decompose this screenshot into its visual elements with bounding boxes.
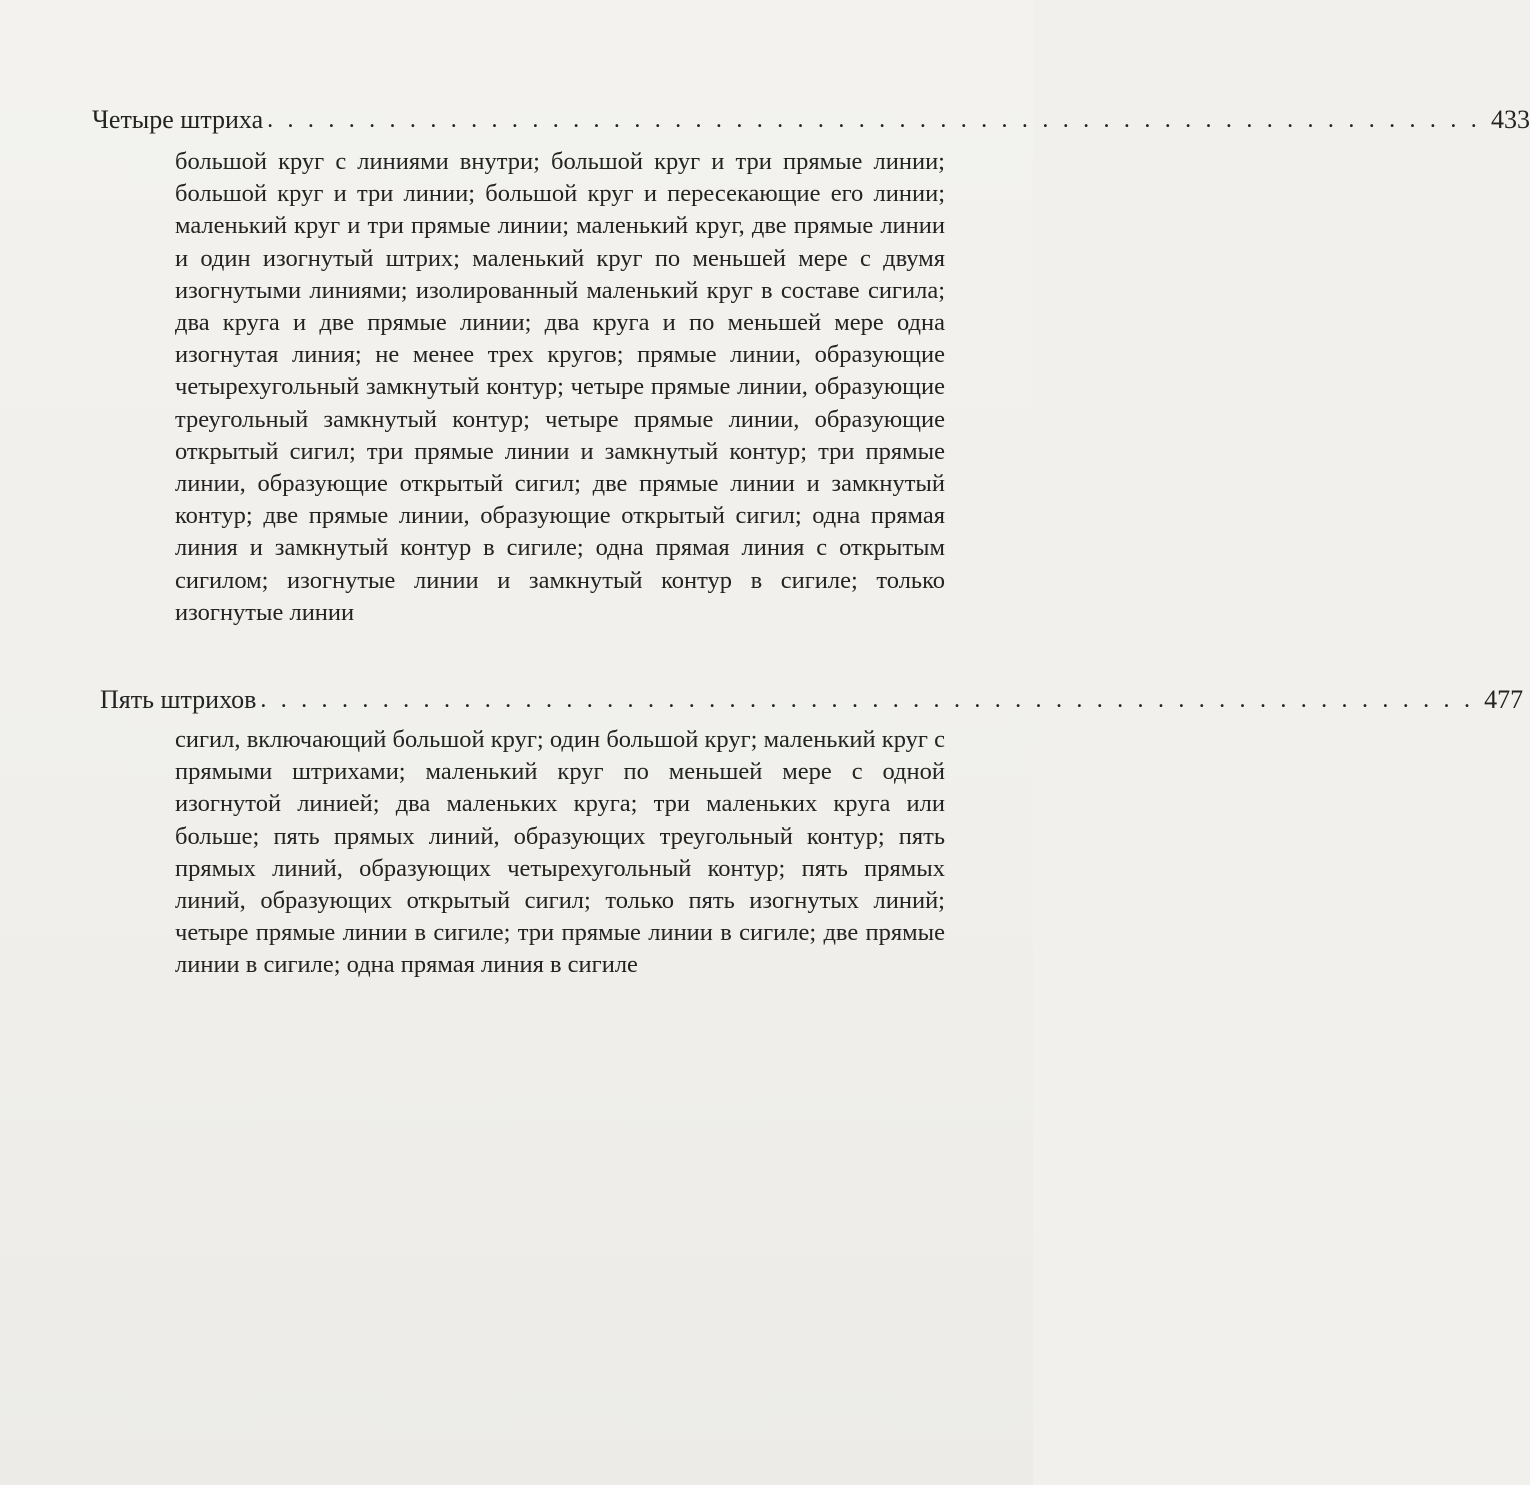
- toc-page-number: 433: [1490, 105, 1530, 134]
- toc-entry-description: сигил, включающий большой круг; один большой круг; маленький круг с прямыми штрихами; маленький круг по меньшей мере с одной изогнутой линией; два маленьких круга; три маленьких круга или больше; пять прямых линий, образующих треугольный контур; пять прямых линий, образующих четырехугольный контур; пять прямых линий, образующих открытый сигил; только пять изогнутых линий; четыре прямые линии в сигиле; три прямые линии в сигиле; две прямые линии в сигиле; одна прямая линия в сигиле: [175, 726, 945, 979]
- toc-entry-four-strokes: [92, 100, 1530, 136]
- toc-entry-title: Пять штрихов: [100, 685, 257, 714]
- toc-page-number: 477: [1484, 685, 1524, 714]
- toc-entry-description: большой круг с линиями внутри; большой круг и три прямые линии; большой круг и три линии; большой круг и пересекающие его линии; маленький круг и три прямые линии; маленький круг, две прямые линии и один изогнутый штрих; маленький круг по меньшей мере с двумя изогнутыми линиями; изолированный маленький круг в составе сигила; два круга и две прямые линии; два круга и по меньшей мере одна изогнутая линия; не менее трех кругов; прямые линии, образующие четырехугольный замкнутый контур; четыре прямые линии, образующие треугольный замкнутый контур; четыре прямые линии, образующие открытый сигил; три прямые линии и замкнутый контур; три прямые линии, образующие открытый сигил; две прямые линии и замкнутый контур; две прямые линии, образующие открытый сигил; одна прямая линия и замкнутый контур в сигиле; одна прямая линия с открытым сигилом; изогнутые линии и замкнутый контур в сигиле; только изогнутые линии: [175, 148, 945, 626]
- toc-entry-five-strokes: [100, 680, 1524, 716]
- dot-leader: . . . . . . . . . . . . . . . . . . . . . . . . . . . . . . . . . . . . . . . . . . . . . . . . . . . . . . . . . . . .: [260, 687, 1475, 713]
- dot-leader: . . . . . . . . . . . . . . . . . . . . . . . . . . . . . . . . . . . . . . . . . . . . . . . . . . . . . . . . . . . .: [267, 107, 1481, 133]
- toc-entry-title: Четыре штриха: [92, 105, 264, 134]
